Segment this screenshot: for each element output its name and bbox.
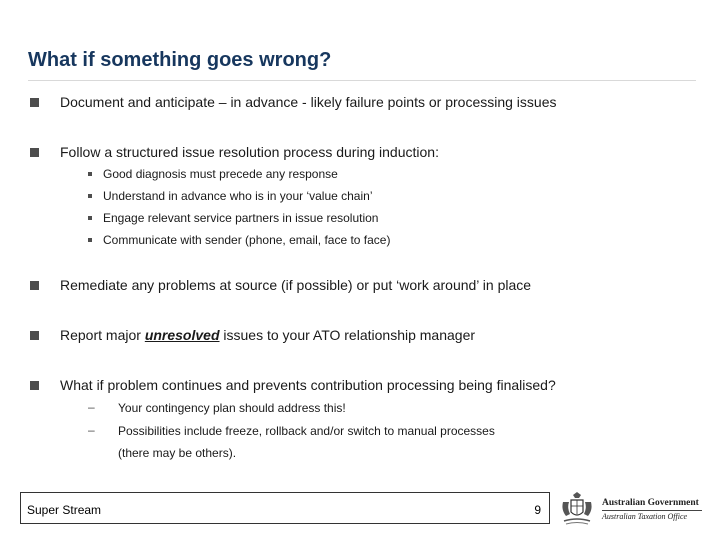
footer-label: Super Stream	[27, 503, 102, 517]
bullet-text-pre: Report major	[60, 327, 145, 343]
small-square-bullet-icon	[88, 238, 92, 242]
bullet-text: Document and anticipate – in advance - likely failure points or processing issues	[60, 94, 557, 110]
footer-bar	[20, 492, 550, 524]
small-square-bullet-icon	[88, 216, 92, 220]
page-number: 9	[534, 503, 541, 517]
sub-bullet-text: Understand in advance who is in your ‘value chain’	[103, 189, 373, 203]
sub-bullet-text: Engage relevant service partners in issue resolution	[103, 211, 379, 225]
logo-government-text: Australian Government	[602, 498, 699, 508]
slide-title: What if something goes wrong?	[28, 49, 332, 71]
bullet-text: What if problem continues and prevents contribution processing being finalised?	[60, 377, 556, 393]
government-logo	[558, 490, 708, 530]
sub-bullet-text: Communicate with sender (phone, email, face to face)	[103, 233, 391, 247]
bullet-text: Remediate any problems at source (if possible) or put ‘work around’ in place	[60, 277, 532, 293]
square-bullet-icon	[30, 148, 39, 157]
small-square-bullet-icon	[88, 172, 92, 176]
dash-item-text: Possibilities include freeze, rollback and/or switch to manual processes	[118, 424, 495, 438]
bullet-text-post: issues to your ATO relationship manager	[219, 327, 476, 343]
dash-item-text: (there may be others).	[118, 446, 237, 460]
square-bullet-icon	[30, 381, 39, 390]
sub-bullet-text: Good diagnosis must precede any response	[103, 167, 338, 181]
dash-bullet-icon: –	[88, 423, 95, 437]
square-bullet-icon	[30, 98, 39, 107]
bullet-text	[60, 327, 475, 343]
dash-bullet-icon: –	[88, 400, 95, 414]
square-bullet-icon	[30, 281, 39, 290]
logo-divider	[602, 510, 702, 511]
title-divider	[28, 80, 696, 81]
emphasis-unresolved: unresolved	[144, 327, 220, 343]
square-bullet-icon	[30, 331, 39, 340]
logo-agency-text: Australian Taxation Office	[602, 512, 688, 521]
dash-item-text: Your contingency plan should address this!	[118, 401, 346, 415]
coat-of-arms-icon	[558, 490, 596, 528]
small-square-bullet-icon	[88, 194, 92, 198]
bullet-text: Follow a structured issue resolution process during induction:	[60, 144, 439, 160]
